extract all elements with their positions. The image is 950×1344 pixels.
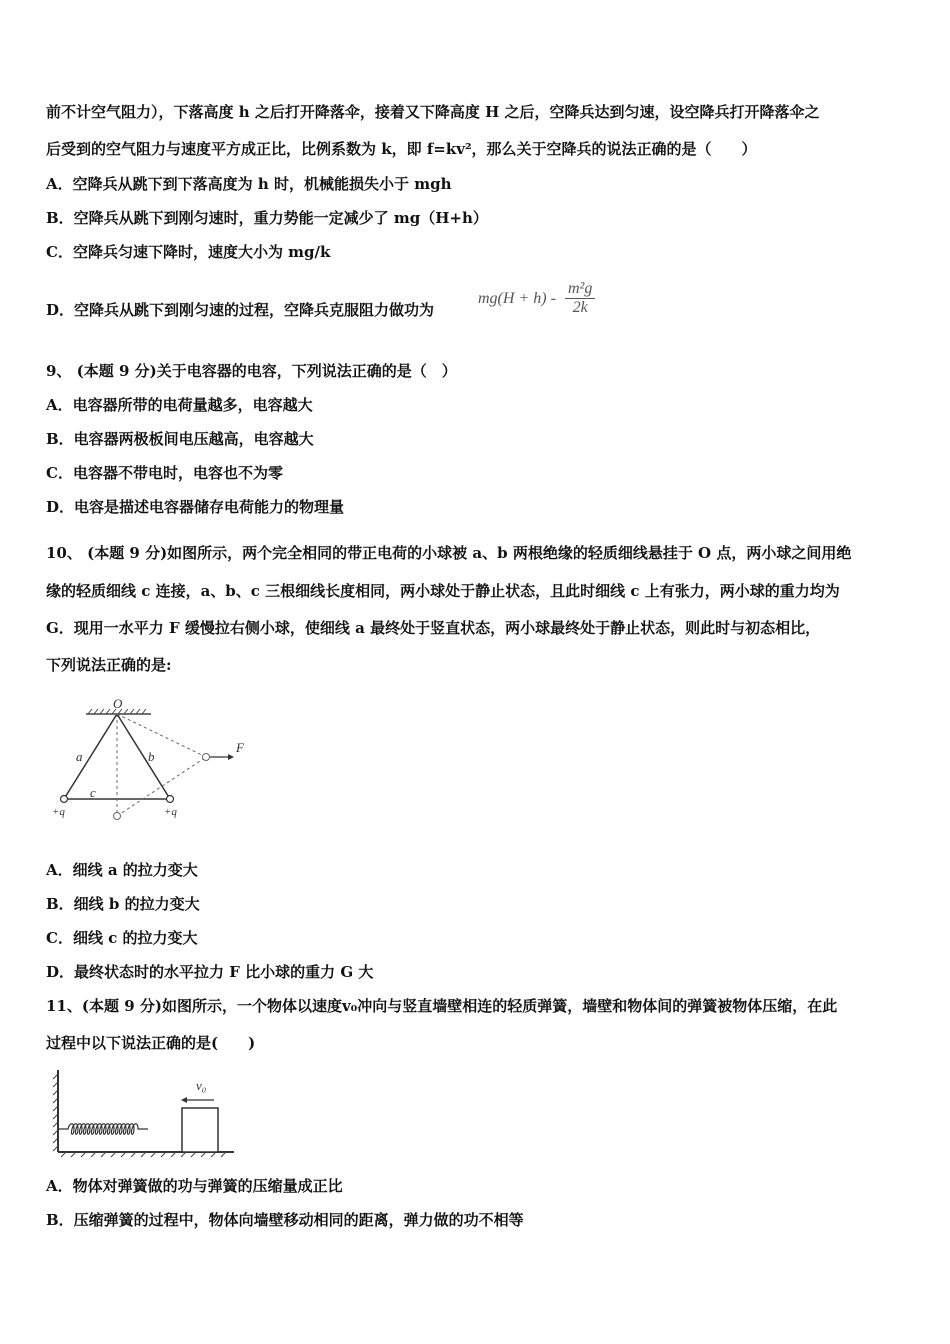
q8-option-d bbox=[46, 300, 434, 320]
q11-stem-line1: 11、(本题 9 分)如图所示，一个物体以速度v₀冲向与竖直墙壁相连的轻质弹簧，墙壁和物体间的弹簧被物体压缩，在此 bbox=[46, 997, 838, 1015]
ball-right bbox=[167, 796, 174, 803]
q11-stem-line2: 过程中以下说法正确的是( ) bbox=[46, 1034, 256, 1052]
ball-final-bottom bbox=[114, 813, 121, 820]
string-b bbox=[117, 714, 170, 799]
label-c: c bbox=[90, 785, 96, 800]
label-F: F bbox=[236, 740, 244, 755]
q8-option-d-formula bbox=[478, 280, 595, 317]
q8-stem-line1: 前不计空气阻力），下落高度 h 之后打开降落伞，接着又下降高度 H 之后，空降兵达到匀速，设空降兵打开降落伞之 bbox=[46, 103, 820, 121]
formula-numerator: m²g bbox=[565, 280, 595, 299]
q10-stem-line2: 缘的轻质细线 c 连接，a、b、c 三根细线长度相同，两小球处于静止状态，且此时细线 c 上有张力，两小球的重力均为 bbox=[46, 582, 840, 600]
q10-stem-line3: G．现用一水平力 F 缓慢拉右侧小球，使细线 a 最终处于竖直状态，两小球最终处于静止状态，则此时与初态相比， bbox=[46, 619, 821, 637]
formula-denominator: 2k bbox=[572, 299, 588, 316]
q8-stem-line2: 后受到的空气阻力与速度平方成正比，比例系数为 k，即 f=kv²，那么关于空降兵的说法正确的是（ ） bbox=[46, 140, 757, 158]
ball-left bbox=[61, 796, 68, 803]
q8-option-c: C．空降兵匀速下降时，速度大小为 mg/k bbox=[46, 243, 331, 261]
q10-option-c: C．细线 c 的拉力变大 bbox=[46, 929, 198, 947]
label-b: b bbox=[148, 749, 155, 764]
q10-stem-line4: 下列说法正确的是: bbox=[46, 656, 172, 674]
label-v0: v₀ bbox=[196, 1078, 207, 1093]
q10-option-d: D．最终状态时的水平拉力 F 比小球的重力 G 大 bbox=[46, 963, 374, 981]
ball-final-right bbox=[203, 754, 210, 761]
velocity-arrowhead bbox=[181, 1097, 187, 1103]
q11-figure bbox=[46, 1066, 246, 1158]
spring bbox=[58, 1124, 148, 1135]
q10-option-b: B．细线 b 的拉力变大 bbox=[46, 895, 200, 913]
force-arrowhead bbox=[228, 754, 234, 760]
q9-option-a: A．电容器所带的电荷量越多，电容越大 bbox=[46, 396, 313, 414]
q8-option-d-text: D．空降兵从跳下到刚匀速的过程，空降兵克服阻力做功为 bbox=[46, 301, 435, 319]
q8-option-b: B．空降兵从跳下到刚匀速时，重力势能一定减少了 mg（H+h） bbox=[46, 209, 488, 227]
q10-stem-line1: 10、 (本题 9 分)如图所示，两个完全相同的带正电荷的小球被 a、b 两根绝缘的轻质细线悬挂于 O 点，两小球之间用绝 bbox=[46, 544, 852, 562]
q9-option-d: D．电容是描述电容器储存电荷能力的物理量 bbox=[46, 498, 345, 516]
q9-option-c: C．电容器不带电时，电容也不为零 bbox=[46, 464, 283, 482]
q10-option-a: A．细线 a 的拉力变大 bbox=[46, 861, 198, 879]
block bbox=[182, 1108, 218, 1152]
formula-main: mg(H + h) - bbox=[478, 290, 556, 307]
q11-option-b: B．压缩弹簧的过程中，物体向墙壁移动相同的距离，弹力做的功不相等 bbox=[46, 1211, 524, 1229]
label-a: a bbox=[76, 749, 83, 764]
q8-option-a: A．空降兵从跳下到下落高度为 h 时，机械能损失小于 mgh bbox=[46, 175, 452, 193]
q9-option-b: B．电容器两极板间电压越高，电容越大 bbox=[46, 430, 314, 448]
q11-option-a: A．物体对弹簧做的功与弹簧的压缩量成正比 bbox=[46, 1177, 343, 1195]
label-O: O bbox=[113, 696, 123, 711]
label-q-left: +q bbox=[52, 806, 65, 818]
q9-stem: 9、 (本题 9 分)关于电容器的电容，下列说法正确的是（ ） bbox=[46, 362, 457, 380]
label-q-right: +q bbox=[164, 806, 177, 818]
q10-figure bbox=[46, 694, 256, 826]
